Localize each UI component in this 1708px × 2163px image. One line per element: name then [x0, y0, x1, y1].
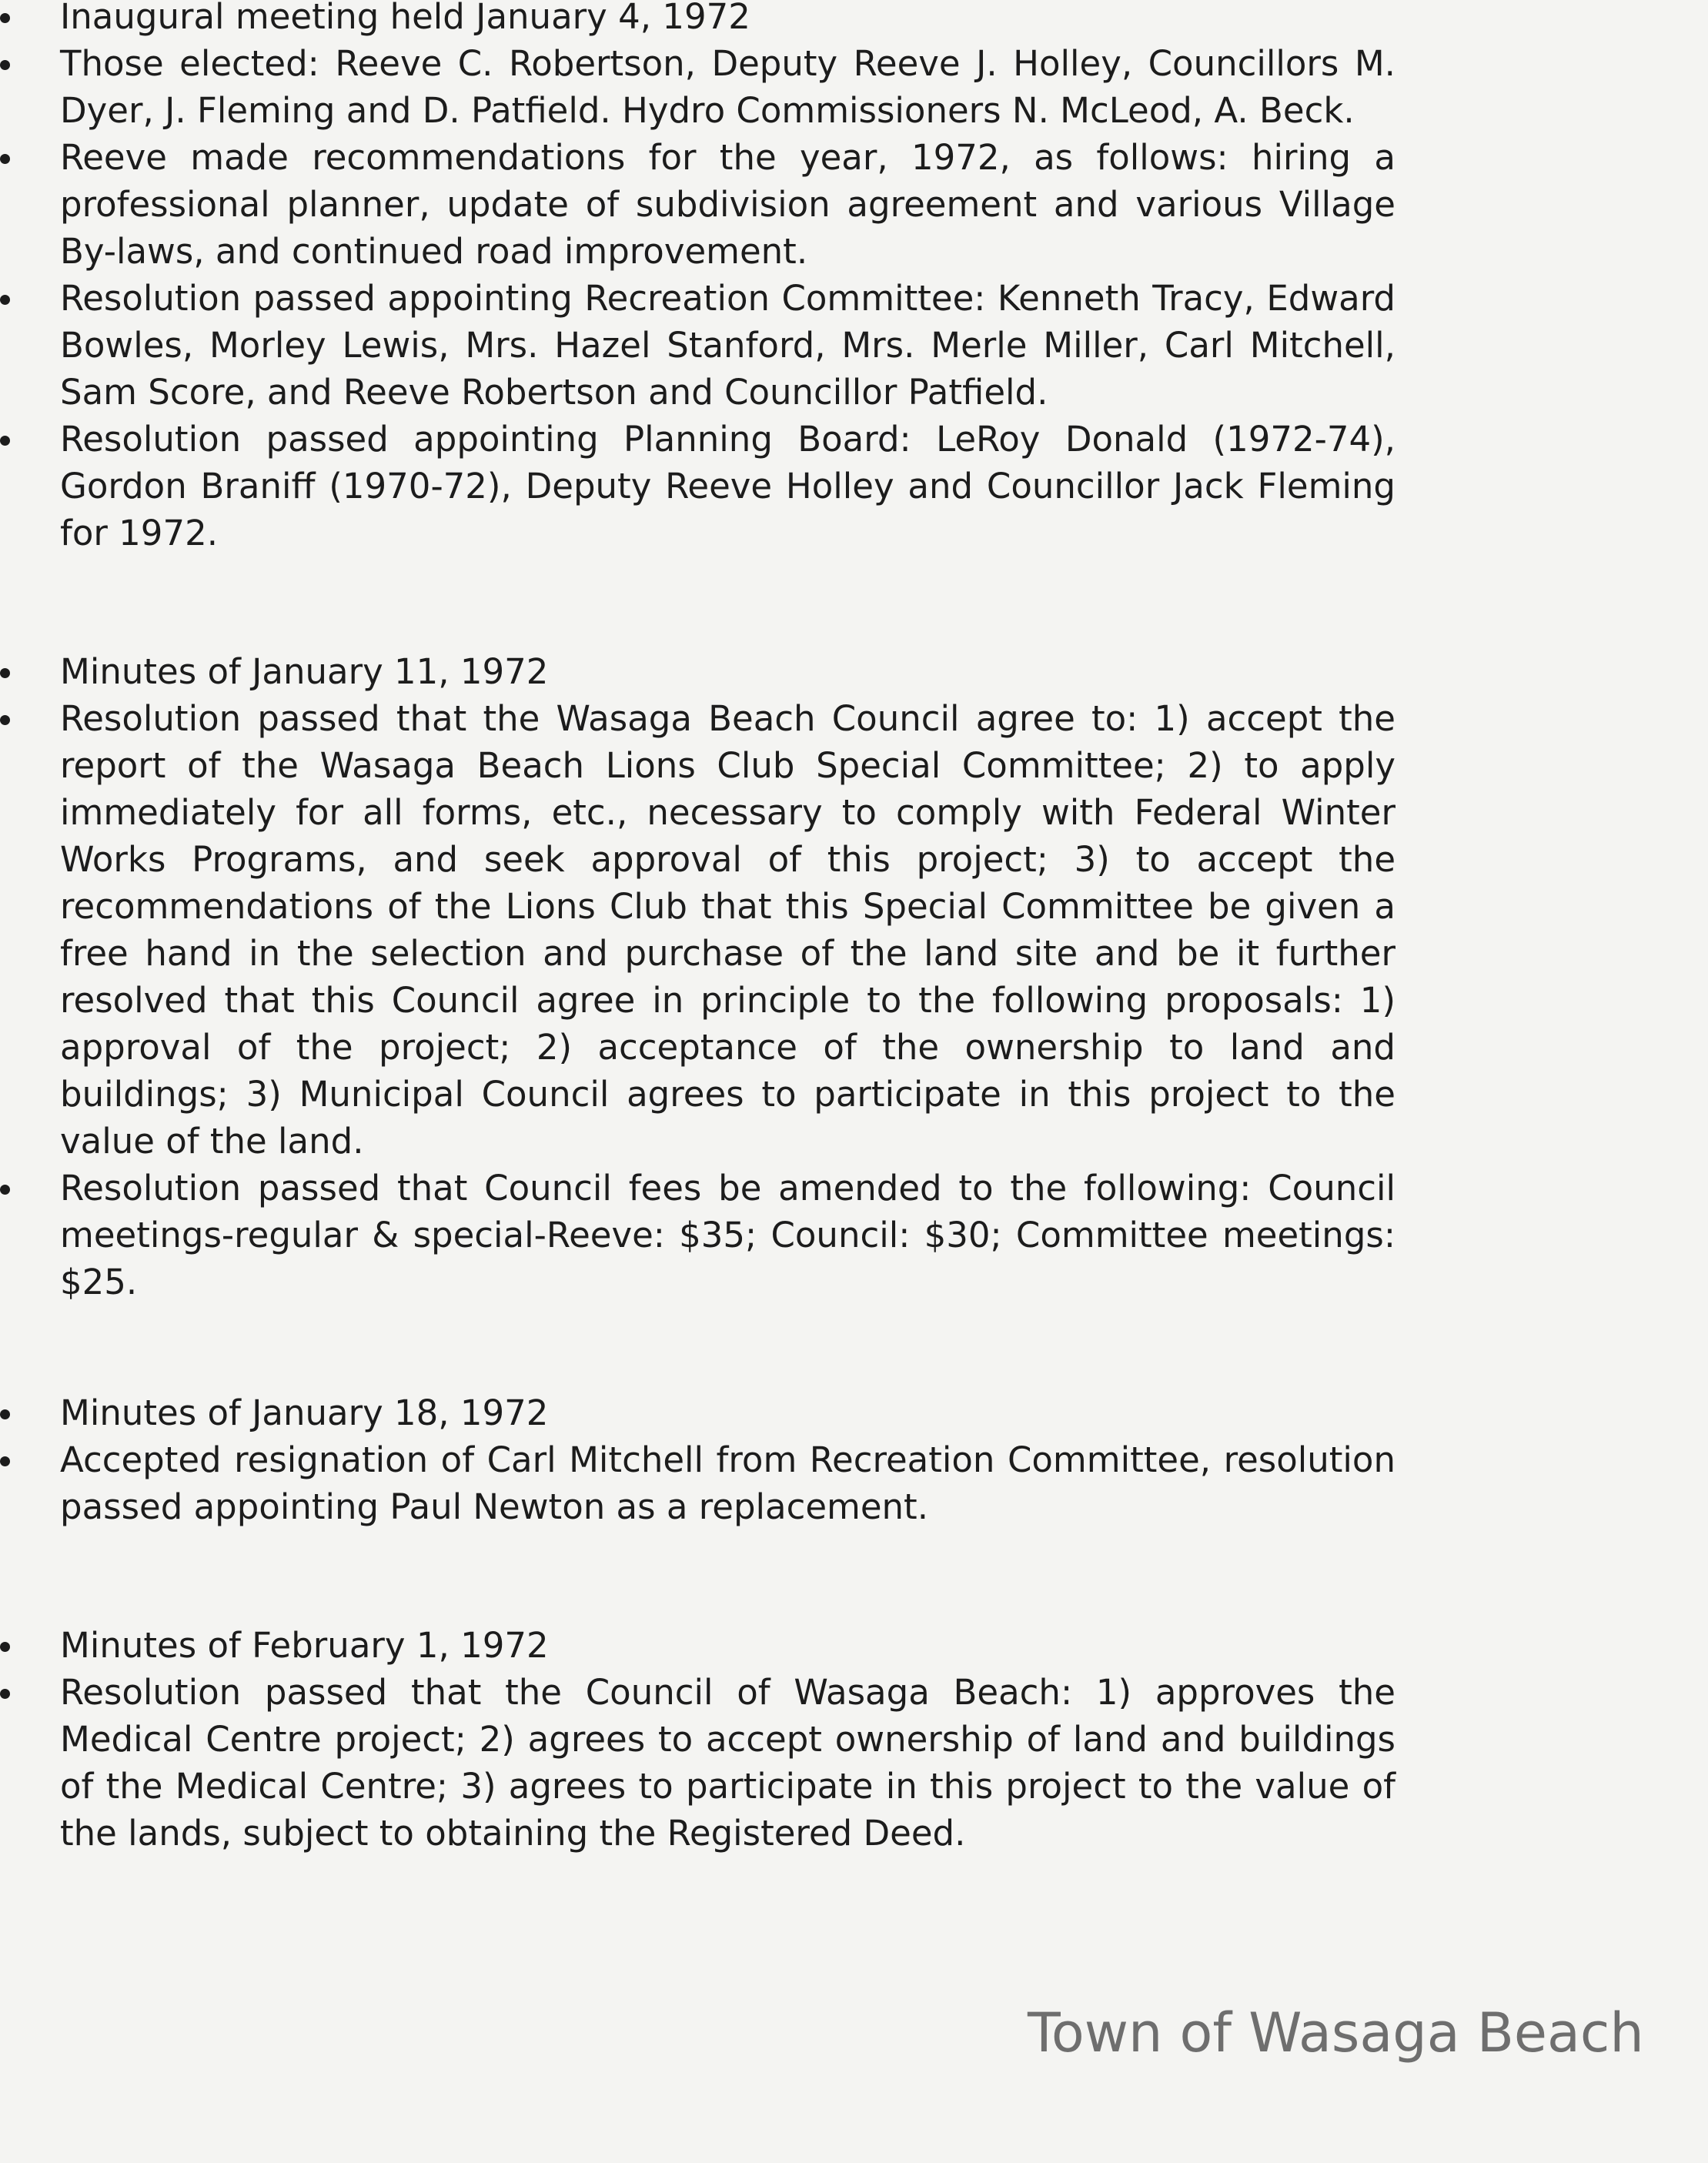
list-item: [0, 0, 1395, 40]
list-item: [0, 275, 1395, 416]
item-text: Resolution passed that the Wasaga Beach Council agree to: 1) accept the report of the Wasaga Beach Lions Club Special Committee; 2) to apply immediately for all forms, etc., necessary to comply with Federal Winter Works Programs, and seek approval of this project; 3) to accept the recommendations of the Lions Club that this Special Committee be given a free hand in the selection and purchase of the land site and be it further resolved that this Council agree in principle to the following proposals: 1) approval of the project; 2) acceptance of the ownership to land and buildings; 3) Municipal Council agrees to participate in this project to the value of the land.: [60, 698, 1395, 1162]
section-january-11: [0, 648, 1708, 1305]
item-text: Resolution passed appointing Planning Board: LeRoy Donald (1972-74), Gordon Braniff (1970-72), Deputy Reeve Holley and Councillor Jack Fleming for 1972.: [60, 419, 1395, 553]
list-item: [0, 40, 1395, 134]
town-watermark: Town of Wasaga Beach: [1028, 2001, 1644, 2064]
bullet-icon: [0, 1669, 14, 1716]
bullet-icon: [0, 695, 14, 742]
bullet-icon: [0, 1389, 14, 1436]
section-inaugural-meeting: [0, 0, 1708, 557]
item-text: Minutes of January 18, 1972: [60, 1392, 549, 1433]
list-item: [0, 648, 1395, 695]
bullet-icon: [0, 1622, 14, 1669]
item-text: Minutes of February 1, 1972: [60, 1625, 549, 1666]
bullet-icon: [0, 275, 14, 322]
item-text: Inaugural meeting held January 4, 1972: [60, 0, 750, 37]
list-item: [0, 134, 1395, 275]
list-item: [0, 1669, 1395, 1857]
item-text: Those elected: Reeve C. Robertson, Deputy Reeve J. Holley, Councillors M. Dyer, J. Fleming and D. Patfield. Hydro Commissioners N. McLeod, A. Beck.: [60, 43, 1395, 131]
item-text: Resolution passed that Council fees be amended to the following: Council meetings-regular & special-Reeve: $35; Council: $30; Committee meetings: $25.: [60, 1168, 1395, 1302]
list-item: [0, 695, 1395, 1165]
list-item: [0, 1165, 1395, 1305]
bullet-icon: [0, 416, 14, 463]
bullet-icon: [0, 1436, 14, 1483]
item-text: Resolution passed appointing Recreation Committee: Kenneth Tracy, Edward Bowles, Morley Lewis, Mrs. Hazel Stanford, Mrs. Merle Miller, Carl Mitchell, Sam Score, and Reeve Robertson and Councillor Patfield.: [60, 278, 1395, 413]
section-february-1: [0, 1622, 1708, 1857]
bullet-icon: [0, 40, 14, 87]
bullet-icon: [0, 1165, 14, 1212]
list-item: [0, 1436, 1395, 1530]
item-text: Minutes of January 11, 1972: [60, 651, 549, 692]
item-text: Accepted resignation of Carl Mitchell from Recreation Committee, resolution passed appointing Paul Newton as a replacement.: [60, 1439, 1395, 1527]
list-item: [0, 1389, 1395, 1436]
section-january-18: [0, 1389, 1708, 1530]
list-item: [0, 416, 1395, 557]
item-text: Resolution passed that the Council of Wasaga Beach: 1) approves the Medical Centre project; 2) agrees to accept ownership of land and buildings of the Medical Centre; 3) agrees to participate in this project to the value of the lands, subject to obtaining the Registered Deed.: [60, 1672, 1395, 1854]
list-item: [0, 1622, 1395, 1669]
bullet-icon: [0, 0, 14, 40]
bullet-icon: [0, 648, 14, 695]
bullet-icon: [0, 134, 14, 181]
item-text: Reeve made recommendations for the year, 1972, as follows: hiring a professional planner, update of subdivision agreement and various Village By-laws, and continued road improvement.: [60, 137, 1395, 272]
